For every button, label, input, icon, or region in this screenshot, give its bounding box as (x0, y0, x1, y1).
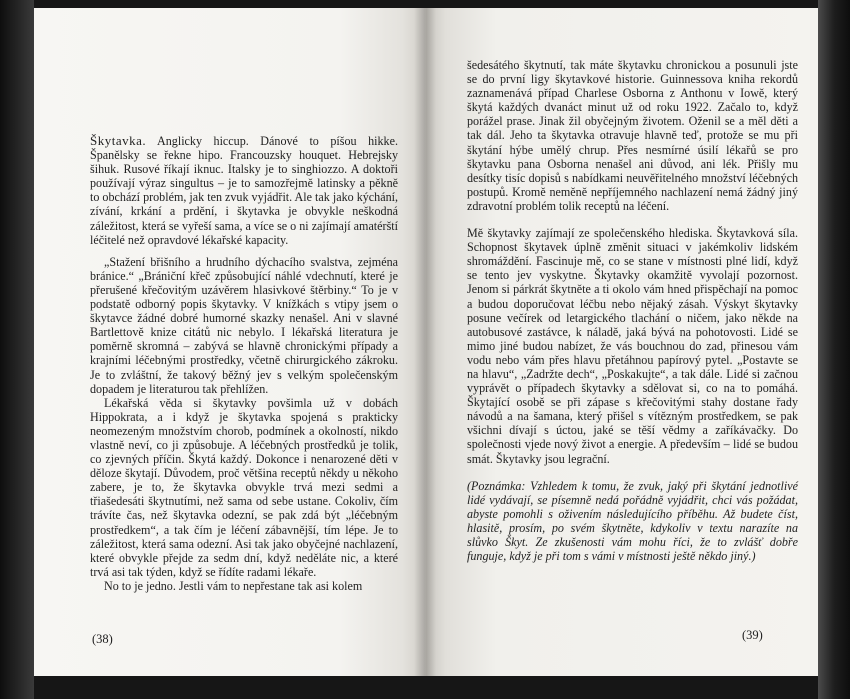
page-number-right: (39) (742, 628, 763, 642)
left-page (34, 8, 426, 676)
entry-heading: Škytavka. (90, 133, 147, 148)
book-edge-right (818, 0, 850, 699)
paragraph: Mě škytavky zajímají ze společenského hlediska. Škytavková síla. Schopnost škytavek úplně změnit situaci v jakémkoliv lidském shromáždění. Fascinuje mě, co se stane v místnosti plné lidí, když se tento jev vyskytne. Škytavky okamžitě vyvolají pozornost. Jenom si párkrát škytněte a ti okolo vám hned přispěchají na pomoc a budou doporučovat léčbu nebo nějaký zásah. Výskyt škytavky posune večírek od letargického tlachání o ničem, jako někde na autobusové zastávce, k náladě, jaká bývá na pohotovosti. Lidé se mimo jiné budou nabízet, že vás bouchnou do zad, přinesou vám vodu nebo vám přes hlavu přetáhnou papírový pytel. „Postavte se na hlavu“, „Zadržte dech“, „Poskakujte“, a tak dále. Lidé si začnou vyprávět o případech škytavky a sdělovat si, co na to pomáhá. Škytající osobě se při zápase s křečovitými stahy dostane řady návodů a na šamana, který přišel s vítězným prostředkem, se pak všichni dívají s úctou, jaké se těší vědmy a zaříkávačky. Do společnosti vjede nový život a energie. A především – lidé se budou smát. Škytavky jsou legrační. (467, 226, 798, 466)
paragraph: šedesátého škytnutí, tak máte škytavku chronickou a posunuli jste se do první ligy škytavkové historie. Guinnessova kniha rekordů zaznamenává případ Charlese Osborna z Anthonu v Iowě, který škytá každých dvanáct minut už od roku 1922. Začalo to, když porážel prase. Jinak žil obyčejným životem. Oženil se a měl děti a tak dál. Jeho ta škytavka otravuje hlavně teď, protože se mu při škytání hýbe umělý chrup. Přes nesmírné úsilí lékařů se pro škytavku pana Osborna nenašel ani důvod, ani lék. Přišly mu desítky tisíc dopisů s nabídkami neuvěřitelného množství léčebných postupů. Kromě neměně nepříjemného nachlazení nemá žádný jiný zdravotní problém tolik receptů na léčení. (467, 58, 798, 213)
page-number-left: (38) (92, 632, 113, 646)
book-gutter (414, 8, 436, 676)
editor-note: (Poznámka: Vzhledem k tomu, že zvuk, jaký při škytání jednotlivé lidé vydávají, se písemně nedá pořádně vyjádřit, chci vás požádat, abyste pomohli s oživením následujícího příběhu. Až budete číst, hlasitě, prosím, po svém škytněte, kdykoliv v textu narazíte na slůvko Škyt. Ze zkušenosti vám mohu říci, že to zvlášť dobře funguje, když je při tom s vámi v místnosti ještě někdo jiný.) (467, 478, 798, 564)
paragraph-intro (90, 134, 398, 247)
paragraph-intro-text: Anglicky hiccup. Dánové to píšou hikke. Španělsky se řekne hipo. Francouzsky houquet. Hebrejsky šihuk. Rusové říkají iknuc. Italsky je to singhiozzo. A doktoři používají výraz singultus – je to samozřejmě latinsky a pěkně to obchází problém, jak ten zvuk vyjádřit. Ale tak jako kýchání, zívání, krkání a prdění, i škytavka je obvykle neškodná záležitost, která se vyřeší sama, a více se o ni zajímají amatérští léčitelé než opravdové lékařské kapacity. (90, 134, 398, 247)
paragraph: Lékařská věda si škytavky povšimla už v dobách Hippokrata, a i když je škytavka spojená s prakticky neomezeným množstvím chorob, podmínek a okolností, nikdo vlastně neví, co ji způsobuje. A léčebných prostředků je tolik, co zjevných příčin. Škytá každý. Dokonce i nenarozené děti v děloze škytají. Důvodem, proč většina receptů někdy u někoho zabere, je to, že škytavka obvykle trvá mezi sedmi a třiašedesáti škytnutími, než sama od sebe ustane. Cokoliv, čím trávíte čas, než škytavka odezní, se pak zdá být „léčebným prostředkem“, a tak čím je léčení zábavnější, tím lépe. Je to záležitost, která sama odezní. Asi tak jako obyčejné nachlazení, které obvykle přejde za sedm dní, když neděláte nic, a které trvá asi tak týden, když se řídíte radami lékaře. (90, 395, 398, 579)
book-edge-left (0, 0, 34, 699)
right-page (426, 8, 818, 676)
paragraph: No to je jedno. Jestli vám to nepřestane tak asi kolem (104, 578, 363, 593)
paragraph: „Stažení břišního a hrudního dýchacího svalstva, zejména bránice.“ „Brániční křeč způsobující náhlé vdechnutí, které je přerušené křečovitým uzávěrem hlasivkové štěrbiny.“ To je v podstatě odborný popis škytavky. V knížkách s vtipy jsem o škytavce žádné dobré humorné skazky nenašel. Ani v slavné Bartlettově knize citátů nic nebylo. I lékařská literatura je poměrně skromná – zabývá se hlavně chronickými případy a krajními léčebnými prostředky, včetně chirurgického zákroku. Je to zvláštní, že takový běžný jev s velkým společenským dopadem je literaturou tak přehlížen. (90, 254, 398, 396)
